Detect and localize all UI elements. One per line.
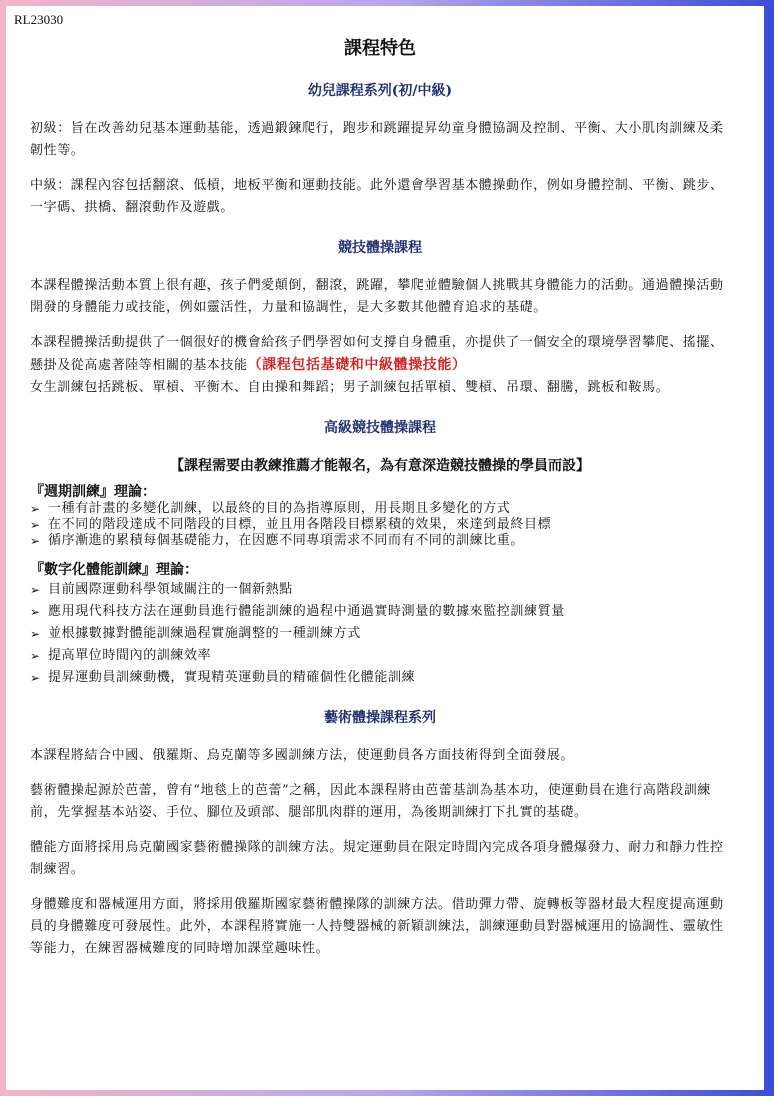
list-item <box>30 601 730 623</box>
advanced-heading: 高級競技體操課程 <box>324 420 436 436</box>
arrow-bullet-icon: ➢ <box>30 649 41 663</box>
list-item-text: 提昇運動員訓練動機，實現精英運動員的精確個性化體能訓練 <box>48 670 416 685</box>
list-item-text: 一種有計畫的多變化訓練，以最終的目的為指導原則，用長期且多變化的方式 <box>48 501 511 516</box>
arrow-bullet-icon: ➢ <box>30 534 41 548</box>
digital-training-list <box>30 579 730 689</box>
list-item <box>30 533 730 549</box>
list-item <box>30 501 730 517</box>
page-title: 課程特色 <box>344 38 416 59</box>
periodic-training-heading: 『週期訓練』理論： <box>30 484 156 500</box>
arrow-bullet-icon: ➢ <box>30 518 41 532</box>
bottom-border <box>0 1090 774 1096</box>
rhythmic-heading: 藝術體操課程系列 <box>324 710 436 726</box>
rhythmic-paragraph-2: 藝術體操起源於芭蕾，曾有“地毯上的芭蕾”之稱，因此本課程將由芭蕾基訓為基本功，使運動員在進行高階段訓練前，先掌握基本站姿、手位、腳位及頭部、腿部肌肉群的運用，為後期訓練打下扎實的基礎。 <box>30 783 711 820</box>
list-item <box>30 579 730 601</box>
arrow-bullet-icon: ➢ <box>30 605 41 619</box>
competitive-paragraph-1: 本課程體操活動本質上很有趣，孩子們愛顛倒，翻滾，跳躍，攀爬並體驗個人挑戰其身體能力的活動。通過體操活動開發的身體能力或技能，例如靈活性，力量和協調性，是大多數其他體育追求的基礎。 <box>30 278 724 315</box>
advanced-notice: 【課程需要由教練推薦才能報名，為有意深造競技體操的學員而設】 <box>170 458 590 474</box>
list-item-text: 目前國際運動科學領域關注的一個新熱點 <box>48 582 293 597</box>
page-content <box>30 34 730 973</box>
list-item-text: 在不同的階段達成不同階段的目標，並且用各階段目標累積的效果，來達到最終目標 <box>48 517 552 532</box>
toddler-beginner-paragraph: 初級：旨在改善幼兒基本運動基能，透過鍛鍊爬行，跑步和跳躍提昇幼童身體協調及控制、平衡、大小肌肉訓練及柔韌性等。 <box>30 121 724 158</box>
list-item <box>30 517 730 533</box>
toddler-heading: 幼兒課程系列(初/中級) <box>307 83 453 99</box>
arrow-bullet-icon: ➢ <box>30 627 41 641</box>
list-item <box>30 645 730 667</box>
digital-training-heading: 『數字化體能訓練』理論： <box>30 562 198 578</box>
rhythmic-paragraph-3: 體能方面將採用烏克蘭國家藝術體操隊的訓練方法。規定運動員在限定時間內完成各項身體爆發力、耐力和靜力性控制練習。 <box>30 840 724 877</box>
competitive-paragraph-2 <box>30 332 730 377</box>
rhythmic-paragraph-1: 本課程將結合中國、俄羅斯、烏克蘭等多國訓練方法，使運動員各方面技術得到全面發展。 <box>30 748 575 763</box>
competitive-paragraph-3: 女生訓練包括跳板、單槓、平衡木、自由操和舞蹈；男子訓練包括單槓、雙槓、吊環、翻騰，跳板和鞍馬。 <box>30 380 670 395</box>
toddler-intermediate-paragraph: 中級：課程內容包括翻滾、低槓，地板平衡和運動技能。此外還會學習基本體操動作，例如身體控制、平衡、跳步、一字碼、拱橋、翻滾動作及遊戲。 <box>30 178 724 215</box>
arrow-bullet-icon: ➢ <box>30 502 41 516</box>
document-code: RL23030 <box>14 12 64 27</box>
list-item <box>30 623 730 645</box>
arrow-bullet-icon: ➢ <box>30 583 41 597</box>
list-item <box>30 667 730 689</box>
competitive-highlight: （課程包括基礎和中級體操技能） <box>247 357 467 373</box>
top-border <box>0 0 774 6</box>
list-item-text: 提高單位時間內的訓練效率 <box>48 648 212 663</box>
list-item-text: 應用現代科技方法在運動員進行體能訓練的過程中通過實時測量的數據來監控訓練質量 <box>48 604 565 619</box>
list-item-text: 並根據數據對體能訓練過程實施調整的一種訓練方式 <box>48 626 361 641</box>
rhythmic-paragraph-4: 身體難度和器械運用方面，將採用俄羅斯國家藝術體操隊的訓練方法。借助彈力帶、旋轉板等器材最大程度提高運動員的身體難度可發展性。此外，本課程將實施一人持雙器械的新穎訓練法，訓練運動員對器械運用的協調性、靈敏性等能力，在練習器械難度的同時增加課堂趣味性。 <box>30 897 724 956</box>
list-item-text: 循序漸進的累積每個基礎能力，在因應不同專項需求不同而有不同的訓練比重。 <box>48 533 525 548</box>
competitive-heading: 競技體操課程 <box>338 240 422 256</box>
periodic-training-list <box>30 501 730 549</box>
competitive-paragraph-2-text: 本課程體操活動提供了一個很好的機會給孩子們學習如何支撐自身體重，亦提供了一個安全的環境學習攀爬、搖擺、懸掛及從高處著陸等相關的基本技能 <box>30 335 724 373</box>
arrow-bullet-icon: ➢ <box>30 671 41 685</box>
